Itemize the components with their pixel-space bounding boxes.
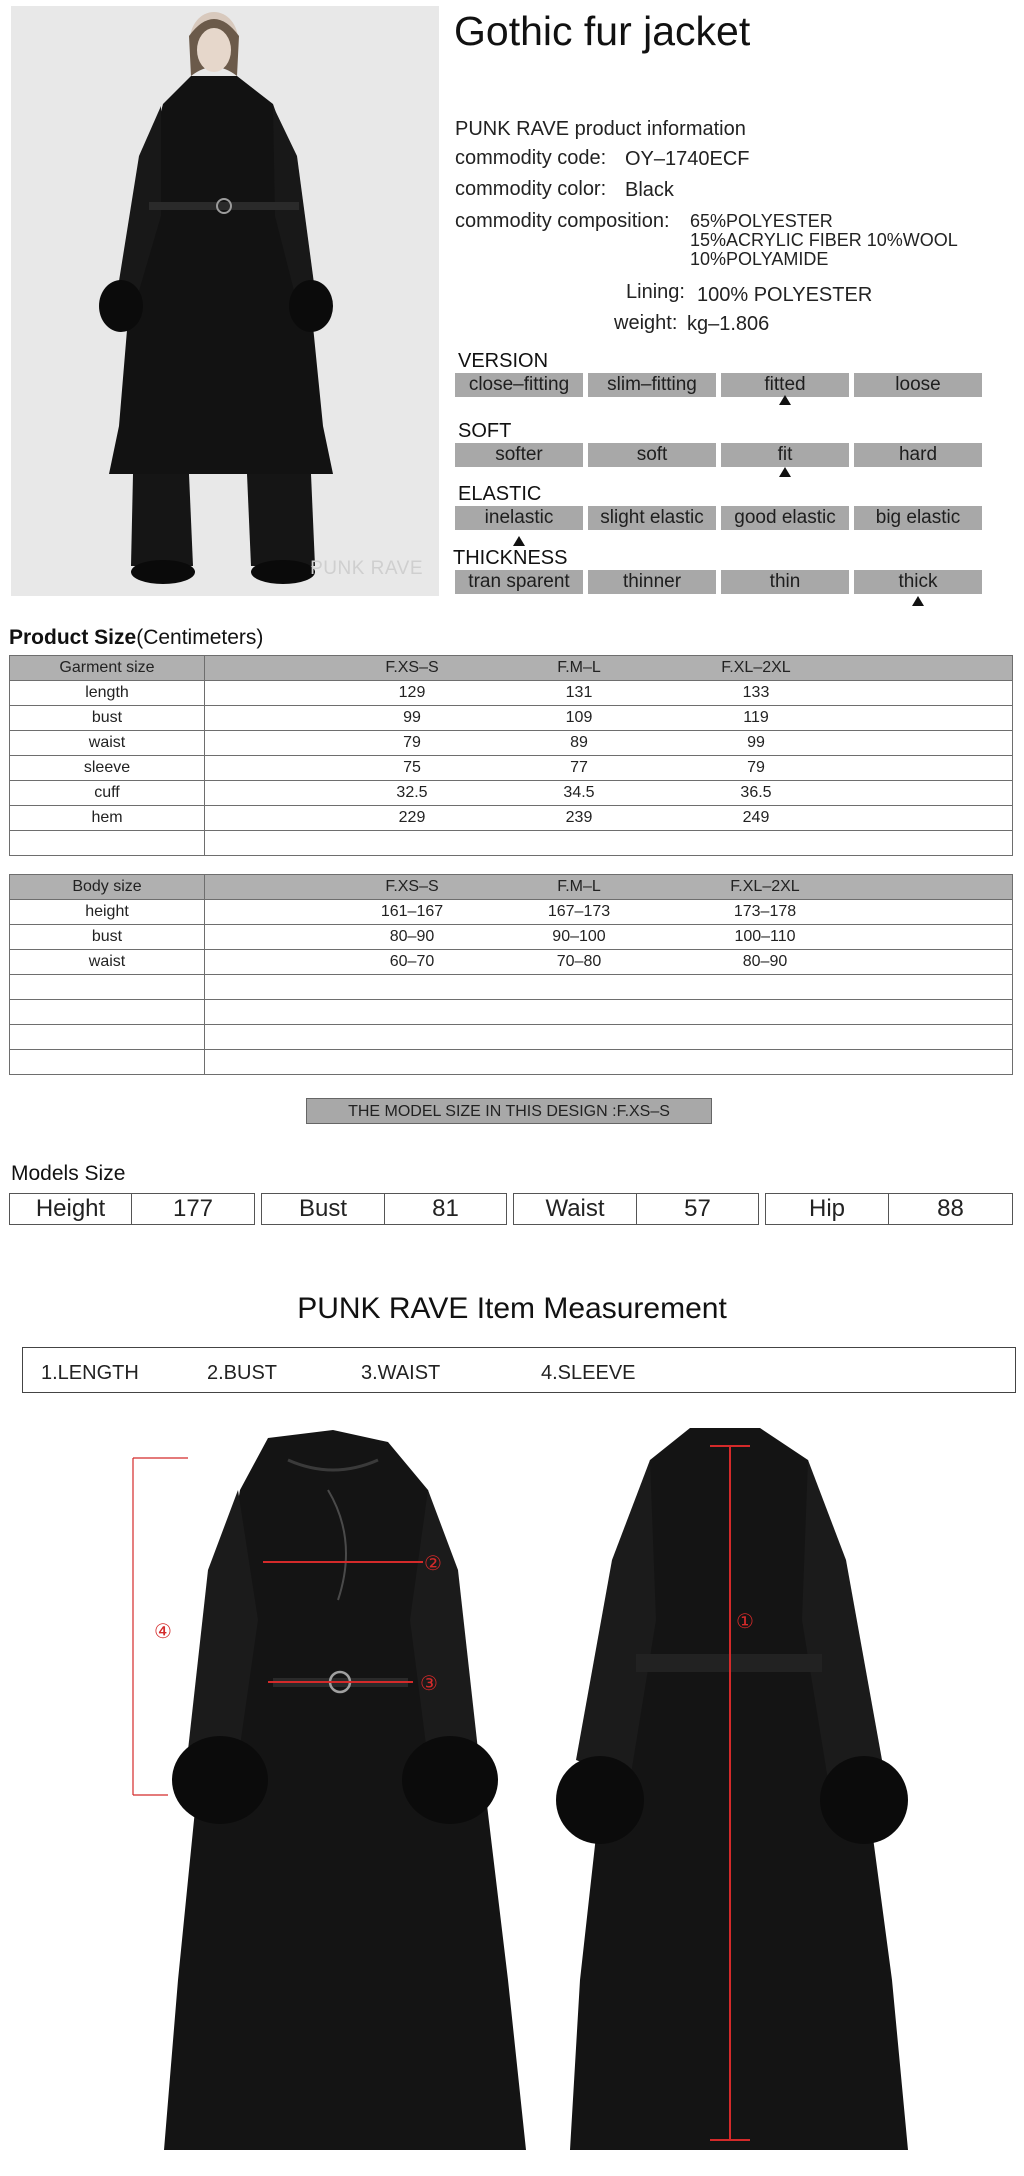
row-label: waist <box>10 950 205 975</box>
selected-marker-icon <box>779 395 791 405</box>
size-column-header: F.XL–2XL <box>721 659 791 676</box>
table-cell: 239 <box>565 809 593 826</box>
selected-marker-icon <box>912 596 924 606</box>
model-photo-illustration <box>11 6 439 596</box>
table-header-values <box>205 656 1013 681</box>
product-size-title-bold: Product Size <box>9 626 137 649</box>
lining-label: Lining: <box>626 281 685 303</box>
thickness-option-selected: thick <box>854 570 982 594</box>
table-cell: 129 <box>398 684 426 701</box>
table-cell: 131 <box>565 684 593 701</box>
measurement-legend <box>22 1347 1016 1393</box>
elastic-option-selected: inelastic <box>455 506 583 530</box>
row-label: waist <box>10 731 205 756</box>
model-height <box>9 1193 255 1225</box>
row-label: hem <box>10 806 205 831</box>
table-cell: 77 <box>570 759 588 776</box>
body-size-table <box>9 874 1013 1075</box>
selected-marker-icon <box>779 467 791 477</box>
soft-option: soft <box>588 443 716 467</box>
row-values <box>205 731 1013 756</box>
composition-label: commodity composition: <box>455 210 670 232</box>
table-cell: 75 <box>403 759 421 776</box>
code-label: commodity code: <box>455 147 607 169</box>
thickness-option: thinner <box>588 570 716 594</box>
table-cell: 99 <box>747 734 765 751</box>
row-label <box>10 1050 205 1075</box>
elastic-option: slight elastic <box>588 506 716 530</box>
row-label <box>10 975 205 1000</box>
product-size-title <box>9 626 263 650</box>
model-measure-value: 88 <box>937 1195 964 1222</box>
table-cell: 100–110 <box>734 928 796 945</box>
table-row <box>10 781 1013 806</box>
row-values <box>205 806 1013 831</box>
color-label: commodity color: <box>455 178 607 200</box>
measurement-item: 4.SLEEVE <box>541 1362 636 1384</box>
table-row-empty <box>10 1025 1013 1050</box>
row-values <box>205 1025 1013 1050</box>
table-cell: 133 <box>742 684 770 701</box>
table-cell: 79 <box>403 734 421 751</box>
version-option: loose <box>854 373 982 397</box>
row-values <box>205 900 1013 925</box>
table-row <box>10 950 1013 975</box>
row-values <box>205 1050 1013 1075</box>
marker-sleeve: ④ <box>154 1619 172 1643</box>
model-measure-value: 57 <box>684 1195 711 1222</box>
version-option: close–fitting <box>455 373 583 397</box>
table-row <box>10 806 1013 831</box>
row-label <box>10 831 205 856</box>
soft-option: softer <box>455 443 583 467</box>
table-cell: 161–167 <box>380 903 444 920</box>
table-cell: 109 <box>565 709 593 726</box>
composition-line: 10%POLYAMIDE <box>690 249 829 269</box>
table-cell: 32.5 <box>396 784 428 801</box>
thickness-option: thin <box>721 570 849 594</box>
row-values <box>205 706 1013 731</box>
table-row <box>10 756 1013 781</box>
model-measure-value: 177 <box>172 1195 214 1222</box>
model-waist <box>513 1193 759 1225</box>
coat-back-diagram <box>540 1420 920 2160</box>
soft-heading: SOFT <box>458 420 512 442</box>
measurement-item: 2.BUST <box>207 1362 278 1384</box>
model-measure-label: Height <box>10 1194 132 1224</box>
models-size-title: Models Size <box>11 1162 126 1185</box>
table-row <box>10 925 1013 950</box>
row-values <box>205 681 1013 706</box>
row-values <box>205 925 1013 950</box>
product-title: Gothic fur jacket <box>454 8 751 54</box>
table-cell: 173–178 <box>733 903 797 920</box>
table-cell: 36.5 <box>740 784 772 801</box>
row-label: bust <box>10 706 205 731</box>
row-label: cuff <box>10 781 205 806</box>
row-values <box>205 950 1013 975</box>
code-value: OY–1740ECF <box>625 148 750 170</box>
table-cell: 99 <box>403 709 421 726</box>
size-column-header: F.M–L <box>557 659 601 676</box>
table-row <box>10 681 1013 706</box>
row-label <box>10 1025 205 1050</box>
row-values <box>205 975 1013 1000</box>
table-cell: 119 <box>743 709 769 726</box>
version-option-selected: fitted <box>721 373 849 397</box>
row-label: height <box>10 900 205 925</box>
elastic-option: big elastic <box>854 506 982 530</box>
elastic-scale <box>455 506 987 530</box>
model-hip <box>765 1193 1013 1225</box>
model-measure-label: Bust <box>262 1194 385 1224</box>
table-cell: 80–90 <box>389 928 435 945</box>
thickness-scale <box>455 570 987 594</box>
table-row-empty <box>10 1000 1013 1025</box>
table-row <box>10 706 1013 731</box>
size-column-header: F.XL–2XL <box>730 878 800 895</box>
selected-marker-icon <box>513 536 525 546</box>
size-column-header: F.M–L <box>557 878 601 895</box>
table-cell: 90–100 <box>552 928 606 945</box>
photo-watermark: PUNK RAVE <box>310 558 423 579</box>
row-label: bust <box>10 925 205 950</box>
size-column-header: F.XS–S <box>385 878 439 895</box>
model-measure-value: 81 <box>432 1195 459 1222</box>
table-row-empty <box>10 975 1013 1000</box>
table-header-cell: Garment size <box>10 656 205 681</box>
table-row <box>10 900 1013 925</box>
row-label <box>10 1000 205 1025</box>
model-measure-label: Waist <box>514 1194 637 1224</box>
lining-value: 100% POLYESTER <box>697 284 873 306</box>
table-cell: 34.5 <box>563 784 595 801</box>
garment-size-table <box>9 655 1013 856</box>
product-photo <box>11 6 439 596</box>
measurement-item: 3.WAIST <box>361 1362 441 1384</box>
marker-waist: ③ <box>420 1671 438 1695</box>
table-header-values <box>205 875 1013 900</box>
version-heading: VERSION <box>458 350 549 372</box>
marker-bust: ② <box>424 1551 442 1575</box>
info-heading: PUNK RAVE product information <box>455 118 746 140</box>
table-cell: 70–80 <box>556 953 602 970</box>
table-cell: 60–70 <box>389 953 435 970</box>
row-values <box>205 756 1013 781</box>
row-values <box>205 831 1013 856</box>
marker-length: ① <box>736 1609 754 1633</box>
thickness-option: tran sparent <box>455 570 583 594</box>
composition-line: 65%POLYESTER <box>690 211 833 231</box>
table-row-empty <box>10 831 1013 856</box>
table-row <box>10 731 1013 756</box>
weight-value: kg–1.806 <box>687 313 770 335</box>
model-measure-label: Hip <box>766 1194 889 1224</box>
elastic-heading: ELASTIC <box>458 483 542 505</box>
version-option: slim–fitting <box>588 373 716 397</box>
measurement-title: PUNK RAVE Item Measurement <box>297 1292 727 1325</box>
model-size-banner: THE MODEL SIZE IN THIS DESIGN :F.XS–S <box>306 1098 712 1124</box>
table-cell: 229 <box>398 809 426 826</box>
table-cell: 80–90 <box>742 953 788 970</box>
thickness-heading: THICKNESS <box>453 547 568 569</box>
version-scale <box>455 373 987 397</box>
model-bust <box>261 1193 507 1225</box>
row-values <box>205 781 1013 806</box>
color-value: Black <box>625 179 674 201</box>
table-cell: 249 <box>742 809 770 826</box>
soft-option-selected: fit <box>721 443 849 467</box>
row-label: sleeve <box>10 756 205 781</box>
elastic-option: good elastic <box>721 506 849 530</box>
size-column-header: F.XS–S <box>385 659 439 676</box>
table-cell: 79 <box>747 759 765 776</box>
models-size-table <box>9 1193 1013 1225</box>
weight-label: weight: <box>614 312 678 334</box>
composition-line: 15%ACRYLIC FIBER 10%WOOL <box>690 230 958 250</box>
coat-front-diagram <box>128 1420 538 2160</box>
table-cell: 89 <box>570 734 588 751</box>
measurement-item: 1.LENGTH <box>41 1362 139 1384</box>
row-label: length <box>10 681 205 706</box>
table-row-empty <box>10 1050 1013 1075</box>
table-header-row <box>10 875 1013 900</box>
product-size-title-unit: (Centimeters) <box>136 626 264 649</box>
table-header-cell: Body size <box>10 875 205 900</box>
row-values <box>205 1000 1013 1025</box>
soft-scale <box>455 443 987 467</box>
soft-option: hard <box>854 443 982 467</box>
table-cell: 167–173 <box>547 903 611 920</box>
table-header-row <box>10 656 1013 681</box>
